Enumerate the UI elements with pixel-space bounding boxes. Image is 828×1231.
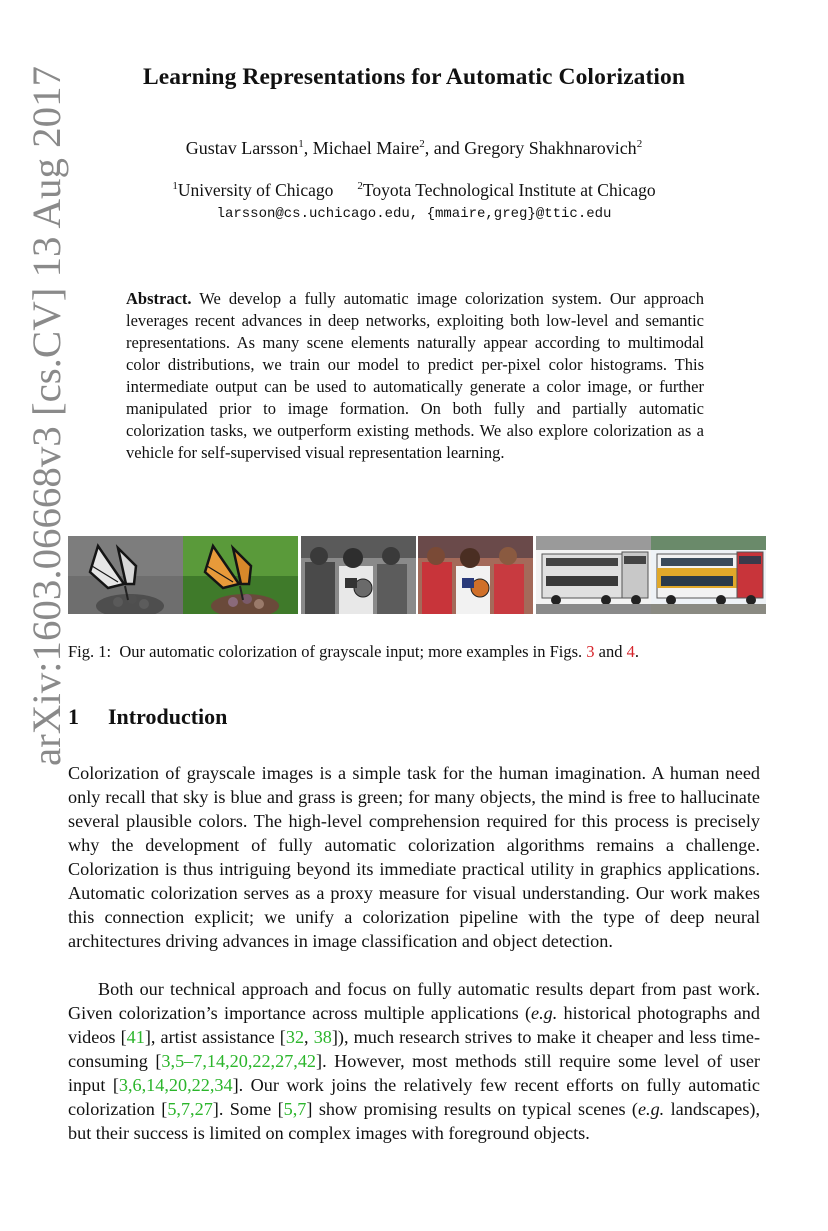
affiliation-mark: 1 [172,180,178,192]
paragraph-text: ], artist assistance [ [144,1027,286,1047]
paper-title: Learning Representations for Automatic Colorization [142,64,686,90]
paragraph-text: , [304,1027,314,1047]
author-separator: , and [424,138,465,158]
abstract-text: We develop a fully automatic image colorization system. Our approach leverages recent advances in deep networks, exploiting both low-level and semantic representations. As many scene elements naturally appear according to multimodal color distributions, we train our model to predict per-pixel color histograms. This intermediate output can be used to automatically generate a color image, or further manipulated prior to image formation. On both fully and partially automatic colorization tasks, we outperform existing methods. We also explore colorization as a vehicle for self-supervised visual representation learning. [126,289,705,462]
arxiv-side-stamp [16,64,70,768]
caption-period: . [634,642,639,661]
paragraph-text: historical photographs and videos [ [68,1003,760,1047]
paragraph-text: ]. Some [ [212,1099,284,1119]
section-heading [68,704,227,730]
emphasis-text: e.g. [637,1099,665,1119]
paragraph-text: landscapes), but their success is limited on complex images with foreground objects. [68,1099,761,1143]
figure-1-strip [68,536,760,614]
paragraph-text: Both our technical approach and focus on fully automatic results depart from past work. Given colorization’s importance across multiple applications ( [68,979,760,1023]
bus-grayscale-image [536,536,651,614]
bus-color-image [651,536,766,614]
paragraph-text: ]. Our work joins the relatively few recent efforts on fully automatic colorization [ [68,1075,760,1119]
affiliation-mark: 1 [298,138,304,150]
author-list [0,138,828,159]
arxiv-stamp-text: arXiv:1603.06668v3 [cs.CV] 13 Aug 2017 [24,81,69,766]
citation-link[interactable]: 3,6,14,20,22,34 [118,1075,233,1095]
paragraph-text: ] show promising results on typical scenes ( [306,1099,638,1119]
caption-conjunction: and [598,642,623,661]
butterfly-color-image [183,536,298,614]
abstract-heading: Abstract. [126,289,192,308]
emphasis-text: e.g. [531,1003,558,1023]
citation-link[interactable]: 5,7,27 [167,1099,213,1119]
intro-paragraph-1: Colorization of grayscale images is a simple task for the human imagination. A human need only recall that sky is blue and grass is green; for many objects, the mind is free to hallucinate several plausible colors. The high-level comprehension required for this process is precisely why the development of fully automatic colorization algorithms remains a challenge. Colorization is thus intriguing beyond its immediate practical utility in graphics applications. Automatic colorization serves as a proxy measure for visual understanding. Our work makes this connection explicit; we unify a colorization pipeline with the type of deep neural architectures driving advances in image classification and object detection. [68,763,760,951]
author-name: Gustav Larsson [185,138,299,158]
affiliation-mark: 2 [419,138,425,150]
citation-link[interactable]: 41 [126,1027,145,1047]
author-emails: larsson@cs.uchicago.edu, {mmaire,greg}@ttic.edu [216,206,612,222]
figure-1-caption [68,642,639,662]
basketball-grayscale-image [301,536,416,614]
paragraph-text: ]), much research strives to make it cheaper and less time-consuming [ [68,1027,761,1071]
section-title: Introduction [108,704,228,729]
basketball-color-image [418,536,533,614]
affiliation-mark: 2 [357,180,363,192]
author-separator: , [303,138,313,158]
section-number: 1 [68,704,79,729]
citation-link[interactable]: 32 [285,1027,305,1047]
caption-label: Fig. 1: [68,642,112,661]
citation-link[interactable]: 38 [313,1027,332,1047]
affiliation-mark: 2 [636,138,643,150]
affiliation-name: Toyota Technological Institute at Chicago [362,180,656,200]
citation-link[interactable]: 3,5–7,14,20,22,27,42 [161,1051,317,1071]
figure-reference-link[interactable]: 3 [586,642,595,661]
intro-paragraph-2 [68,977,760,1145]
author-name: Michael Maire [312,138,420,158]
figure-reference-link[interactable]: 4 [626,642,635,661]
paragraph-text: ]. However, most methods still require some level of user input [ [68,1051,760,1095]
abstract [126,288,704,464]
butterfly-grayscale-image [68,536,183,614]
caption-text: Our automatic colorization of grayscale input; more examples in Figs. [119,642,583,661]
author-name: Gregory Shakhnarovich [464,138,637,158]
affiliations [0,180,828,201]
citation-link[interactable]: 5,7 [283,1099,307,1119]
affiliation-name: University of Chicago [177,180,334,200]
